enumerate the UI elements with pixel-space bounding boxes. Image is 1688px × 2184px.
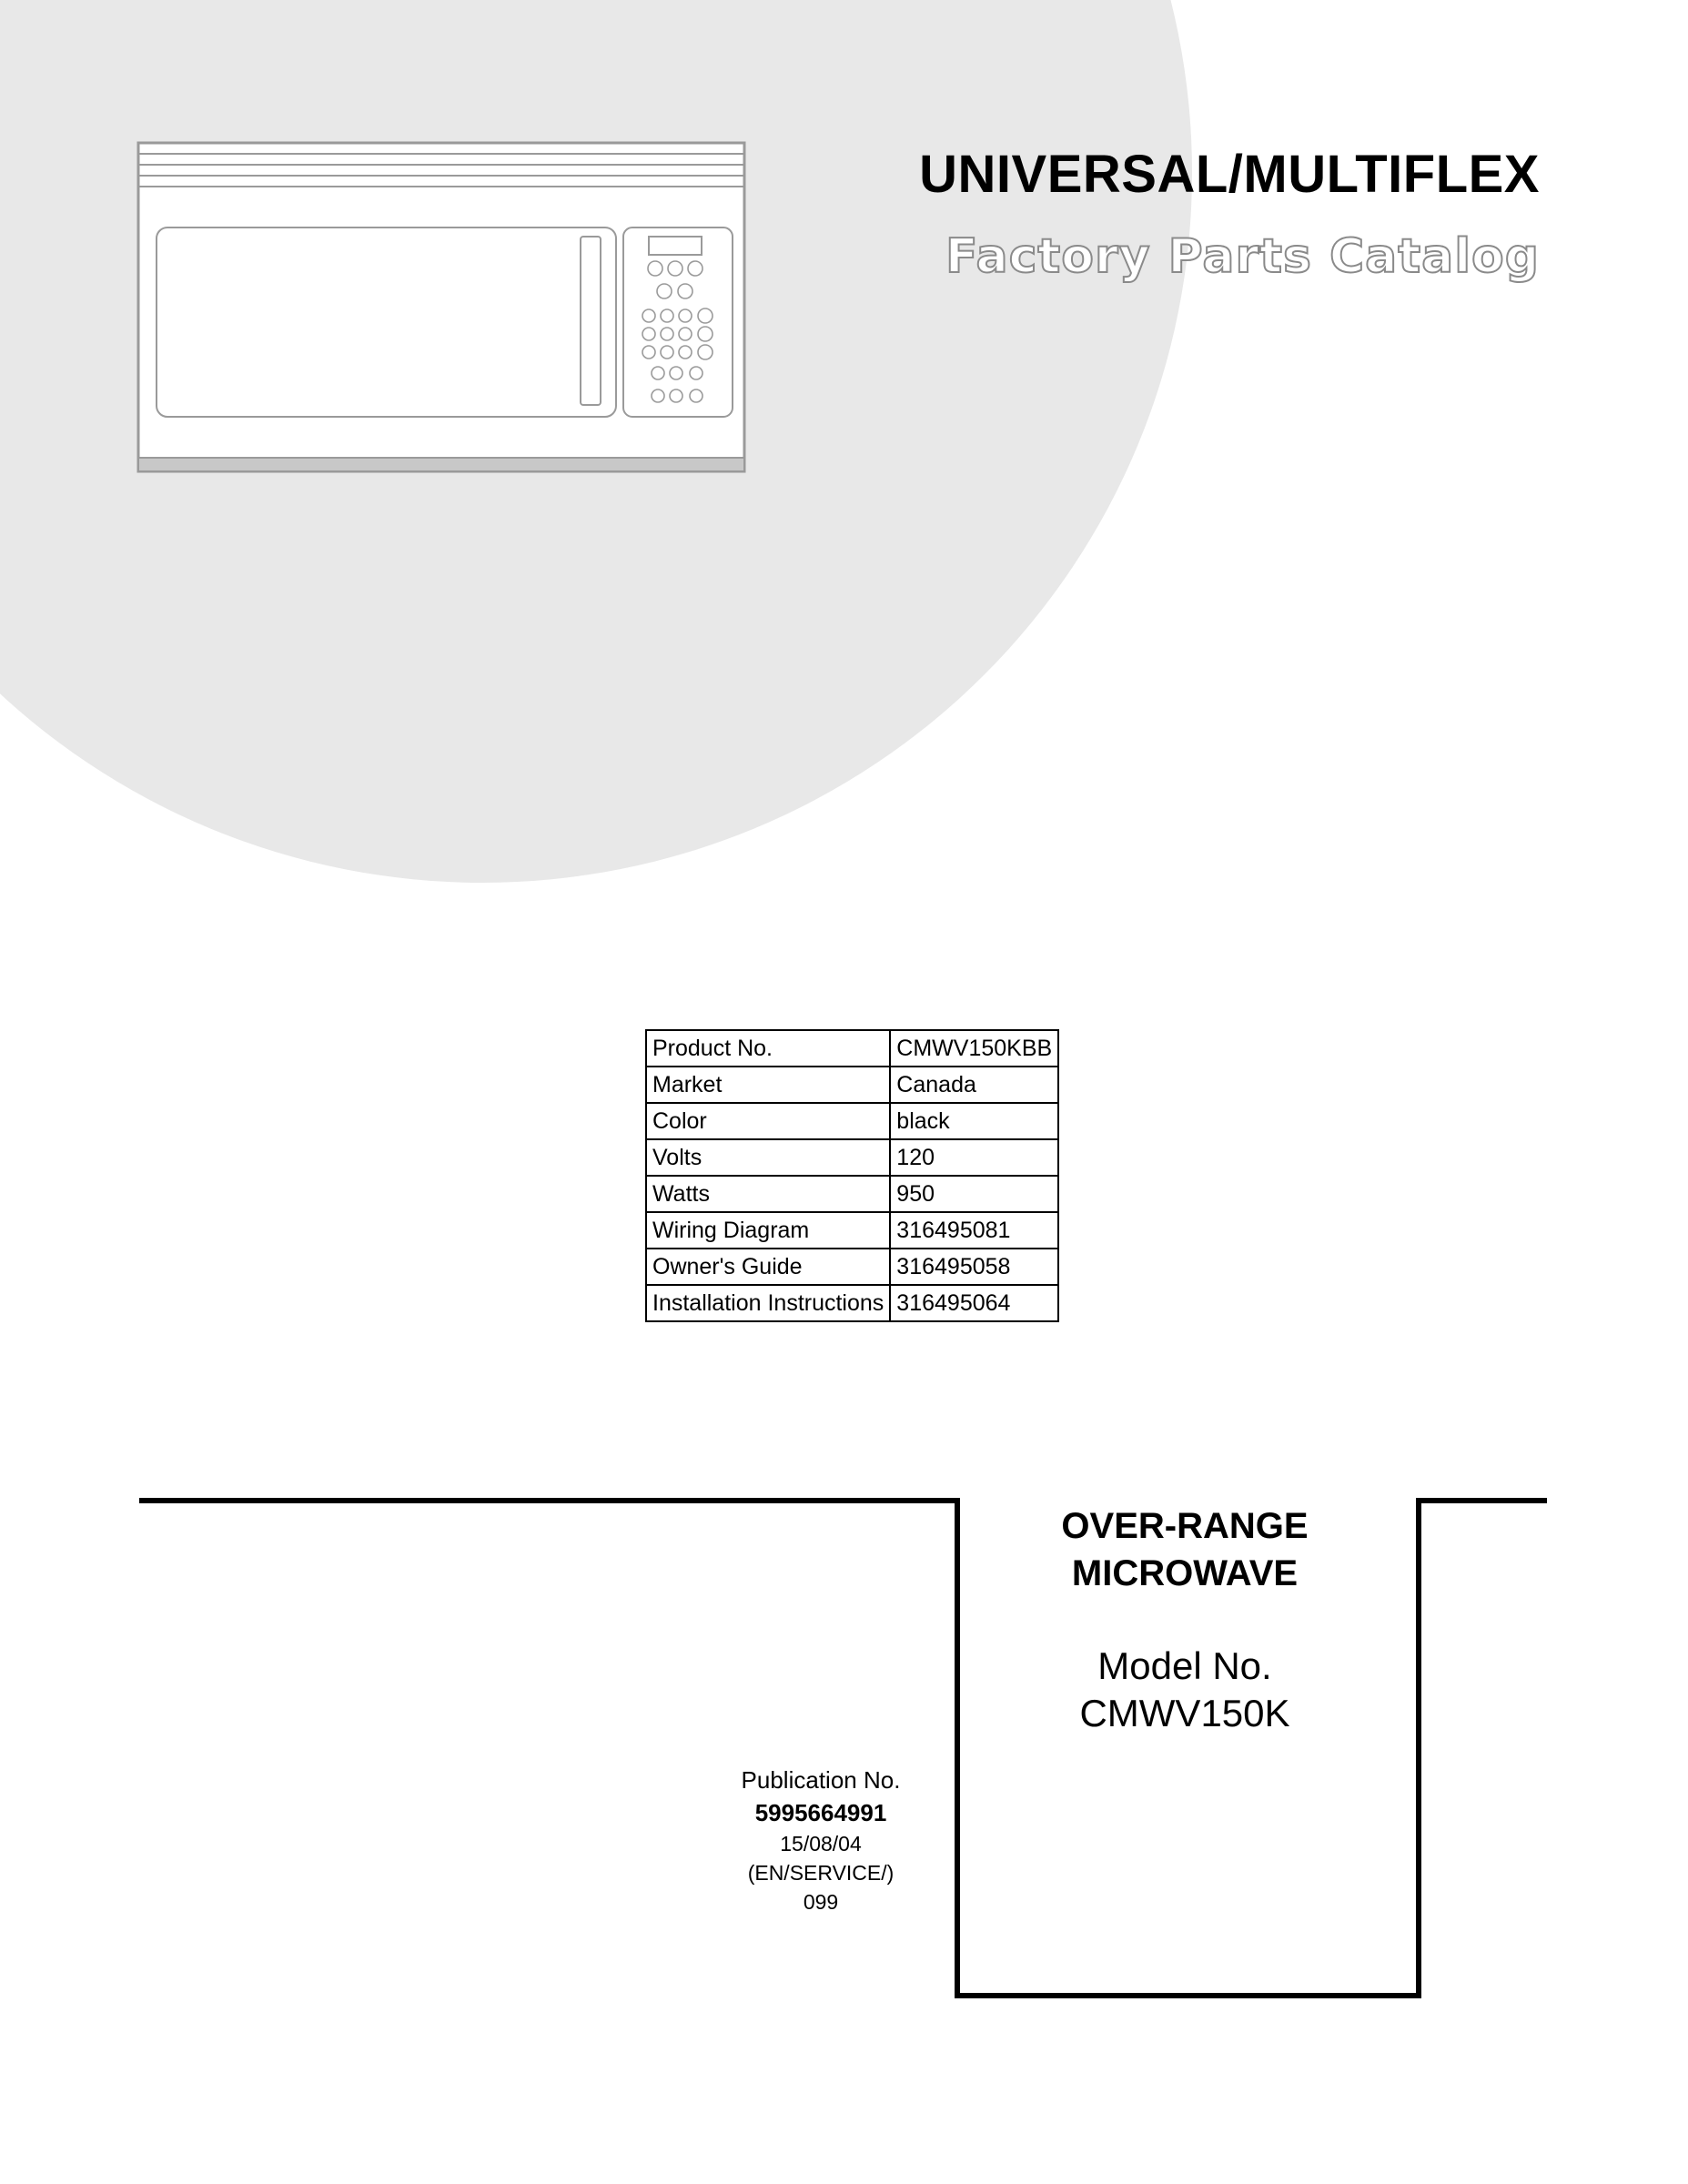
- spec-label: Watts: [646, 1176, 890, 1212]
- product-type-line2: MICROWAVE: [1071, 1553, 1299, 1593]
- publication-date: 15/08/04: [780, 1832, 862, 1855]
- brand-title: UNIVERSAL/MULTIFLEX: [919, 145, 1540, 204]
- catalog-title: Factory Parts Catalog: [945, 229, 1540, 284]
- spec-label: Color: [646, 1103, 890, 1139]
- product-type-line1: OVER-RANGE: [1061, 1506, 1309, 1546]
- spec-label: Owner's Guide: [646, 1249, 890, 1285]
- spec-label: Wiring Diagram: [646, 1212, 890, 1249]
- spec-label: Product No.: [646, 1030, 890, 1067]
- spec-value: 120: [890, 1139, 1058, 1176]
- publication-code: (EN/SERVICE/): [747, 1861, 895, 1885]
- publication-suffix: 099: [803, 1890, 839, 1914]
- publication-number: 5995664991: [754, 1799, 887, 1826]
- spec-value: CMWV150KBB: [890, 1030, 1058, 1067]
- model-block: [957, 1643, 1412, 1737]
- spec-value: black: [890, 1103, 1058, 1139]
- publication-block: [684, 1764, 957, 1916]
- model-number: CMWV150K: [1079, 1692, 1290, 1734]
- spec-label: Market: [646, 1067, 890, 1103]
- spec-label: Volts: [646, 1139, 890, 1176]
- spec-value: Canada: [890, 1067, 1058, 1103]
- spec-value: 950: [890, 1176, 1058, 1212]
- model-label: Model No.: [1097, 1644, 1272, 1687]
- product-type: [957, 1502, 1412, 1597]
- spec-value: 316495064: [890, 1285, 1058, 1321]
- spec-label: Installation Instructions: [646, 1285, 890, 1321]
- spec-value: 316495081: [890, 1212, 1058, 1249]
- publication-label: Publication No.: [741, 1766, 901, 1794]
- spec-value: 316495058: [890, 1249, 1058, 1285]
